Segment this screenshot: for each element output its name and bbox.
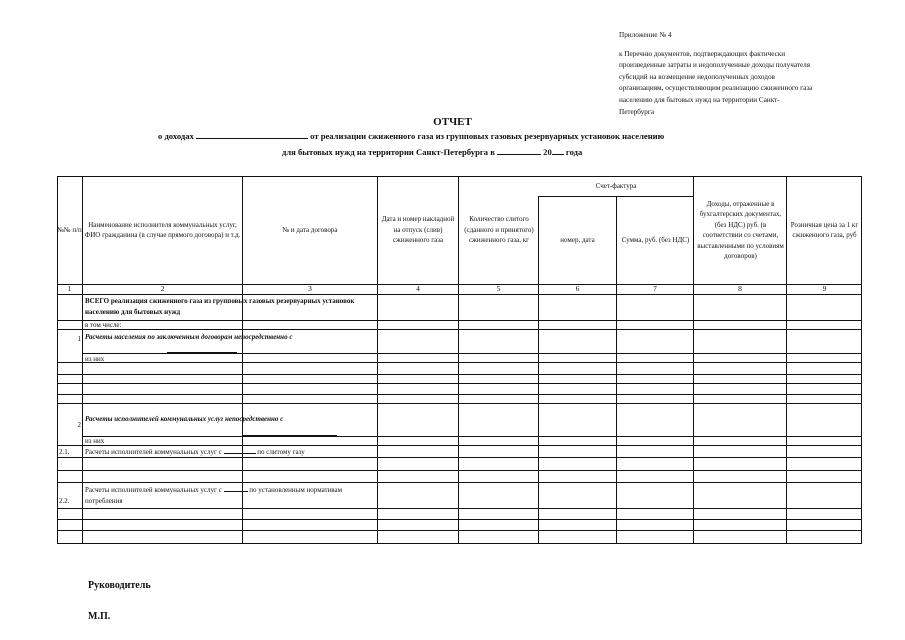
- row-total-label: ВСЕГО реализация сжиженного газа из групповых газовых резервуарных установок населению для бытовых нужд: [85, 297, 355, 316]
- appendix-title: Приложение № 4: [619, 31, 672, 39]
- row-number: 1: [77, 335, 81, 343]
- report-table: [57, 176, 862, 544]
- signature-head-label: Руководитель: [88, 580, 151, 591]
- row-2-1-text-a: Расчеты исполнителей коммунальных услуг с: [85, 448, 222, 456]
- blank-field[interactable]: [224, 485, 248, 492]
- subtitle-prefix: для бытовых нужд на территории Санкт-Петербурга в: [282, 147, 495, 157]
- year-prefix: 20: [543, 147, 552, 157]
- row-1-label: Расчеты населения по заключенным договорам непосредственно с: [85, 333, 293, 341]
- col-header-num: №№ п/п: [57, 225, 82, 234]
- col-number: 9: [822, 284, 827, 293]
- blank-field[interactable]: [497, 146, 541, 155]
- row-of-them-label: из них: [85, 437, 105, 445]
- row-number: 2.1.: [59, 448, 70, 456]
- col-number: 6: [575, 284, 580, 293]
- stamp-label: М.П.: [88, 611, 111, 622]
- row-number: 2: [77, 421, 81, 429]
- row-2-2-label: [85, 485, 377, 506]
- row-2-label: Расчеты исполнителей коммунальных услуг непосредственно с: [85, 415, 284, 423]
- col-number: 2: [160, 284, 165, 293]
- col-header-invoice-number: номер, дата: [560, 236, 595, 245]
- appendix-line: к Перечню документов, подтверждающих фактически: [619, 49, 786, 58]
- col-header-invoice-doc: Дата и номер накладной на отпуск (слив) сжиженного газа: [381, 215, 455, 245]
- row-2-1-text-b: по слитому газу: [257, 448, 305, 456]
- subtitle-suffix: года: [565, 147, 583, 157]
- col-header-quantity: Количество слитого (сданного и принятого) сжиженного газа, кг: [464, 215, 534, 245]
- appendix-note: [619, 30, 869, 118]
- row-number: 2.2.: [59, 497, 70, 505]
- col-header-invoice-sum: Сумма, руб. (без НДС): [621, 236, 690, 245]
- col-header-price: Розничная цена за 1 кг сжиженного газа, руб: [790, 220, 859, 239]
- blank-field[interactable]: [552, 146, 564, 155]
- blank-field[interactable]: [224, 447, 256, 454]
- report-subtitle-line1: [158, 130, 664, 141]
- col-number: 4: [416, 284, 420, 293]
- col-number: 3: [308, 284, 312, 293]
- col-number: 1: [67, 284, 72, 293]
- appendix-line: субсидий на возмещение недополученных доходов: [619, 72, 775, 81]
- subtitle-suffix: от реализации сжиженного газа из групповых газовых резервуарных установок населению: [310, 131, 665, 141]
- appendix-line: произведенные затраты и недополученные доходы получателя: [619, 61, 811, 70]
- subtitle-prefix: о доходах: [158, 131, 194, 141]
- appendix-line: организациям, осуществляющим реализацию сжиженного газа: [619, 84, 813, 93]
- blank-field[interactable]: [196, 130, 308, 139]
- col-number: 8: [738, 284, 742, 293]
- col-header-name: Наименование исполнителя коммунальных услуг, ФИО гражданина (в случае прямого договора) и т.д.: [84, 220, 241, 239]
- col-header-contract: № и дата договора: [282, 225, 338, 234]
- col-header-income: Доходы, отраженные в бухгалтерских документах, (без НДС) руб. (в соответствии со счетами, выставленными по условиям договоров): [697, 199, 784, 260]
- row-2-1-label: [85, 447, 385, 458]
- col-number: 5: [496, 284, 501, 293]
- row-incl-label: в том числе:: [85, 321, 122, 329]
- row-of-them-label: из них: [85, 355, 105, 363]
- report-title: ОТЧЕТ: [433, 116, 472, 128]
- row-2-2-text-b: по установленным нормативам потребления: [85, 486, 343, 505]
- appendix-line: Петербурга: [619, 107, 655, 116]
- col-number: 7: [653, 284, 657, 293]
- row-2-2-text-a: Расчеты исполнителей коммунальных услуг с: [85, 486, 222, 494]
- appendix-line: населению для бытовых нужд на территории Санкт-: [619, 95, 780, 104]
- report-subtitle-line2: [282, 146, 582, 157]
- col-header-invoice-group: Счет-фактура: [595, 181, 637, 190]
